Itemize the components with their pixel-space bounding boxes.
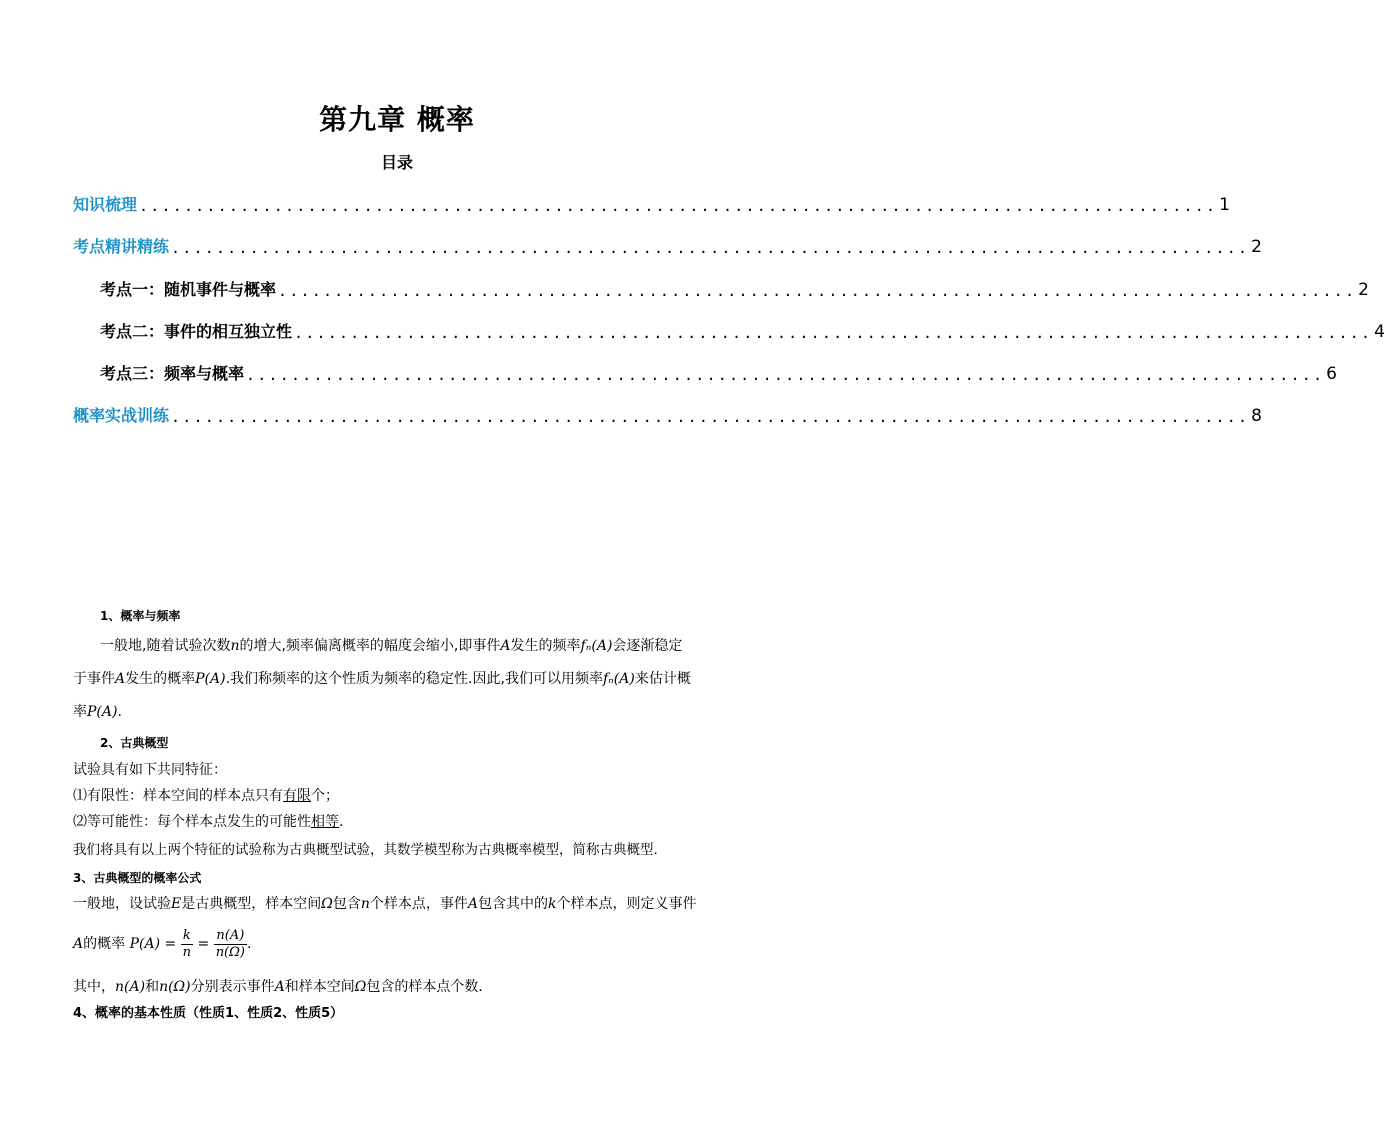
section-1-line-1: 一般地,随着试验次数n的增大,频率偏离概率的幅度会缩小,即事件A发生的频率fₙ(A)会逐渐稳定: [100, 638, 683, 654]
toc-entry-label: 考点二：事件的相互独立性: [100, 322, 293, 341]
toc-entry-key-points[interactable]: [73, 233, 1262, 257]
toc-entry-point-3[interactable]: [100, 360, 1337, 384]
section-2-line-1: 试验具有如下共同特征：: [73, 762, 227, 778]
toc-entry-label: 概率实战训练: [73, 406, 170, 425]
toc-entry-point-2[interactable]: [100, 318, 1385, 342]
toc-page-number: 6: [1326, 364, 1337, 384]
toc-page-number: 1: [1219, 195, 1230, 215]
toc-entry-label: 考点三：频率与概率: [100, 364, 245, 383]
section-3-heading: 3、古典概型的概率公式: [73, 871, 202, 885]
toc-entry-label: 考点一：随机事件与概率: [100, 280, 277, 299]
toc-page-number: 2: [1251, 237, 1262, 257]
chapter-title: 第九章 概率: [319, 103, 475, 136]
toc-leader-dots: ................................................................................................: [171, 408, 1250, 426]
toc-page-number: 8: [1251, 406, 1262, 426]
section-3-formula-line: A的概率 P(A) = $\frac{k}{n}$ = $\frac{n(A)}{n(\Omega)}$ .: [73, 927, 252, 960]
fraction-nA-over-nOmega: $\frac{n(A)}{n(\Omega)}$: [215, 927, 245, 960]
section-2-line-4: 我们将具有以上两个特征的试验称为古典概型试验，其数学模型称为古典概率模型，简称古典概型．: [73, 842, 667, 858]
toc-entry-knowledge[interactable]: [73, 191, 1230, 215]
section-3-line-1: 一般地，设试验E是古典概型，样本空间Ω包含n个样本点，事件A包含其中的k个样本点，则定义事件: [73, 896, 697, 912]
toc-leader-dots: ................................................................................................: [294, 324, 1373, 342]
section-1-line-2: 于事件A发生的概率P(A).我们称频率的这个性质为频率的稳定性.因此,我们可以用频率fₙ(A)来估计概: [73, 671, 691, 687]
section-1-line-3: 率P(A).: [73, 704, 122, 720]
section-3-line-3: 其中，n(A)和n(Ω)分别表示事件A和样本空间Ω包含的样本点个数．: [73, 979, 493, 995]
section-4-heading: 4、概率的基本性质（性质1、性质2、性质5）: [73, 1006, 344, 1021]
toc-entry-label: 知识梳理: [73, 195, 138, 214]
toc-leader-dots: ................................................................................................: [246, 366, 1325, 384]
probability-formula: P(A) =: [129, 936, 177, 952]
fraction-k-over-n: $\frac{k}{n}$: [182, 927, 192, 960]
section-2-line-3: ⑵等可能性：每个样本点发生的可能性相等.: [73, 814, 344, 830]
toc-entry-practice[interactable]: [73, 402, 1262, 426]
section-1-heading: 1、概率与频率: [100, 609, 181, 623]
toc-page-number: 2: [1358, 280, 1369, 300]
section-2-heading: 2、古典概型: [100, 736, 169, 750]
toc-leader-dots: ................................................................................................: [278, 282, 1357, 300]
toc-leader-dots: ................................................................................................: [139, 197, 1218, 215]
toc-entry-point-1[interactable]: [100, 276, 1369, 300]
toc-page-number: 4: [1374, 322, 1385, 342]
toc-entry-label: 考点精讲精练: [73, 237, 170, 256]
toc-leader-dots: ................................................................................................: [171, 239, 1250, 257]
toc-heading: 目录: [380, 153, 413, 172]
section-2-line-2: ⑴有限性：样本空间的样本点只有有限个；: [73, 788, 339, 804]
